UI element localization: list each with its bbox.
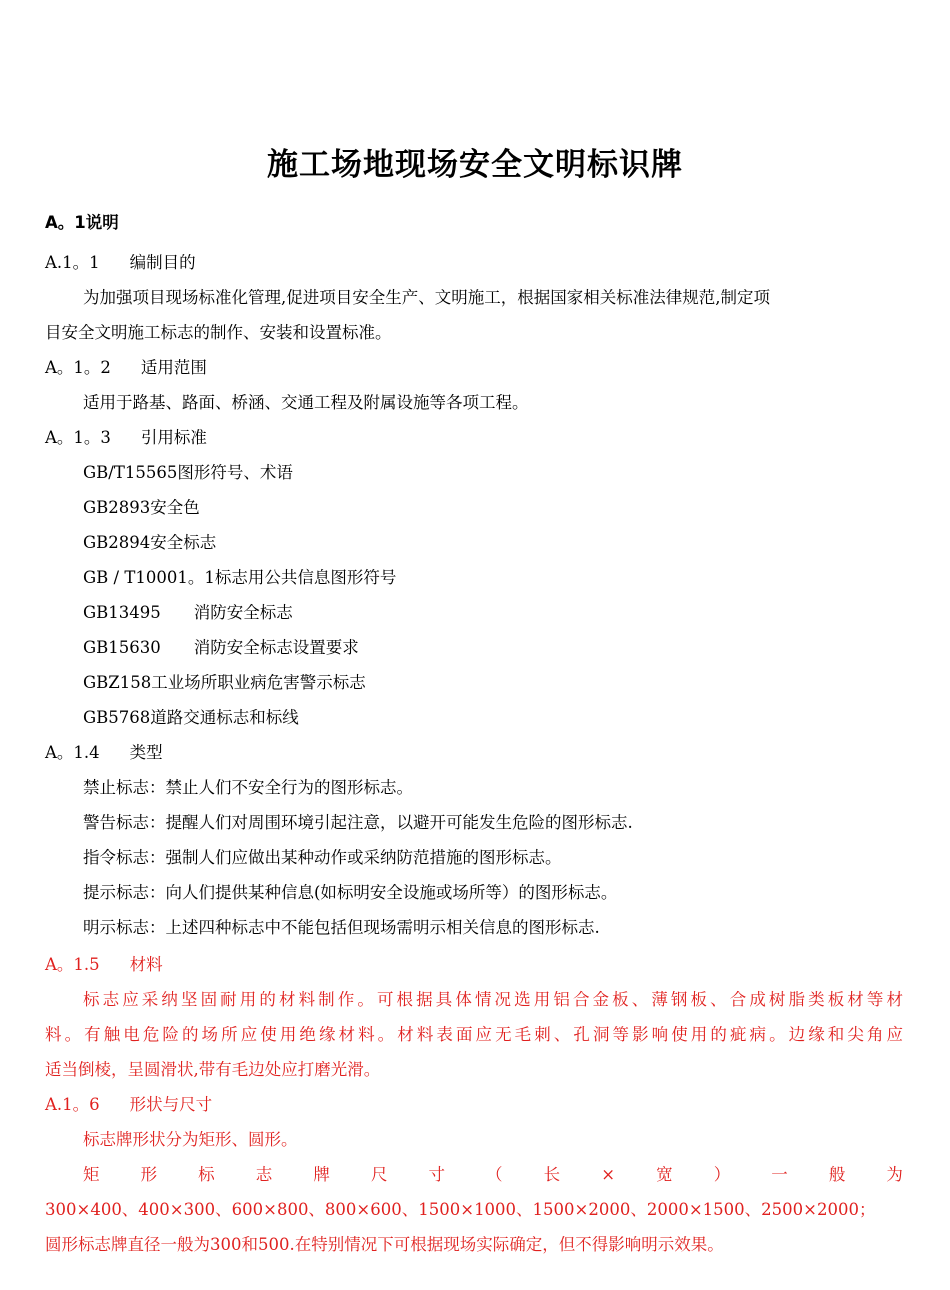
type-item: 提示标志：向人们提供某种信息(如标明安全设施或场所等）的图形标志。 [83, 883, 618, 902]
subsection-heading-scope [45, 350, 903, 385]
subsection-label: 类型 [129, 743, 163, 762]
paragraph-line: 适用于路基、路面、桥涵、交通工程及附属设施等各项工程。 [83, 393, 529, 412]
size-heading-char: 一 [771, 1165, 788, 1184]
page-title: 施工场地现场安全文明标识牌 [267, 147, 683, 183]
subsection-label: 形状与尺寸 [129, 1095, 213, 1114]
subsection-heading-purpose [45, 245, 903, 280]
subsection-number: A。1。3 [45, 428, 111, 447]
size-list-line: 300×400、400×300、600×800、800×600、1500×1000、1500×2000、2000×1500、2500×2000； [45, 1200, 876, 1219]
paragraph-line: 目安全文明施工标志的制作、安装和设置标准。 [45, 323, 392, 342]
subsection-label: 编制目的 [129, 253, 196, 272]
paragraph-line: 料。有触电危险的场所应使用绝缘材料。材料表面应无毛刺、孔洞等影响使用的疵病。边缘和尖角应 [45, 1025, 903, 1044]
standard-item: GB5768道路交通标志和标线 [83, 708, 299, 727]
size-heading-char: （ [486, 1165, 503, 1184]
standard-item: GB2893安全色 [83, 498, 200, 517]
round-size-line: 圆形标志牌直径一般为300和500.在特别情况下可根据现场实际确定，但不得影响明示效果。 [45, 1235, 724, 1254]
size-heading-char: × [601, 1165, 616, 1184]
size-heading-char: 寸 [428, 1165, 445, 1184]
subsection-label: 引用标准 [140, 428, 207, 447]
subsection-number: A.1。1 [45, 253, 100, 272]
subsection-number: A。1.4 [45, 743, 100, 762]
subsection-number: A。1。2 [45, 358, 111, 377]
size-heading-char: 长 [543, 1165, 561, 1184]
size-heading-char: ） [713, 1165, 731, 1184]
standard-item: GB15630 消防安全标志设置要求 [83, 638, 359, 657]
type-item: 指令标志：强制人们应做出某种动作或采纳防范措施的图形标志。 [83, 848, 562, 867]
subsection-number: A。1.5 [45, 955, 100, 974]
type-item: 警告标志：提醒人们对周围环境引起注意，以避开可能发生危险的图形标志. [83, 813, 633, 832]
size-heading-line [83, 1157, 903, 1192]
section-heading: A。1说明 [45, 213, 119, 232]
subsection-heading-material [45, 947, 903, 982]
paragraph-line: 为加强项目现场标准化管理,促进项目安全生产、文明施工，根据国家相关标准法律规范,制定项 [83, 288, 770, 307]
standard-item: GB/T15565图形符号、术语 [83, 463, 293, 482]
size-heading-char: 形 [140, 1165, 158, 1184]
subsection-label: 材料 [129, 955, 163, 974]
size-heading-char: 牌 [313, 1165, 330, 1184]
size-heading-char: 尺 [370, 1165, 388, 1184]
subsection-heading-types [45, 735, 903, 770]
standard-item: GBZ158工业场所职业病危害警示标志 [83, 673, 366, 692]
size-heading-char: 标 [198, 1165, 215, 1184]
size-heading-char: 矩 [83, 1165, 100, 1184]
paragraph-line: 标志牌形状分为矩形、圆形。 [83, 1130, 298, 1149]
standard-item: GB2894安全标志 [83, 533, 217, 552]
size-heading-char: 般 [828, 1165, 846, 1184]
size-heading-char: 志 [255, 1165, 273, 1184]
paragraph-line: 标志应采纳坚固耐用的材料制作。可根据具体情况选用铝合金板、薄钢板、合成树脂类板材等材 [83, 990, 903, 1009]
paragraph-line: 适当倒棱，呈圆滑状,带有毛边处应打磨光滑。 [45, 1060, 381, 1079]
type-item: 明示标志：上述四种标志中不能包括但现场需明示相关信息的图形标志. [83, 918, 600, 937]
size-heading-char: 宽 [656, 1165, 673, 1184]
standard-item: GB13495 消防安全标志 [83, 603, 293, 622]
type-item: 禁止标志：禁止人们不安全行为的图形标志。 [83, 778, 413, 797]
subsection-label: 适用范围 [140, 358, 207, 377]
subsection-heading-shape [45, 1087, 903, 1122]
subsection-number: A.1。6 [45, 1095, 100, 1114]
size-heading-char: 为 [886, 1165, 903, 1184]
standard-item: GB / T10001。1标志用公共信息图形符号 [83, 568, 397, 587]
subsection-heading-standards [45, 420, 903, 455]
